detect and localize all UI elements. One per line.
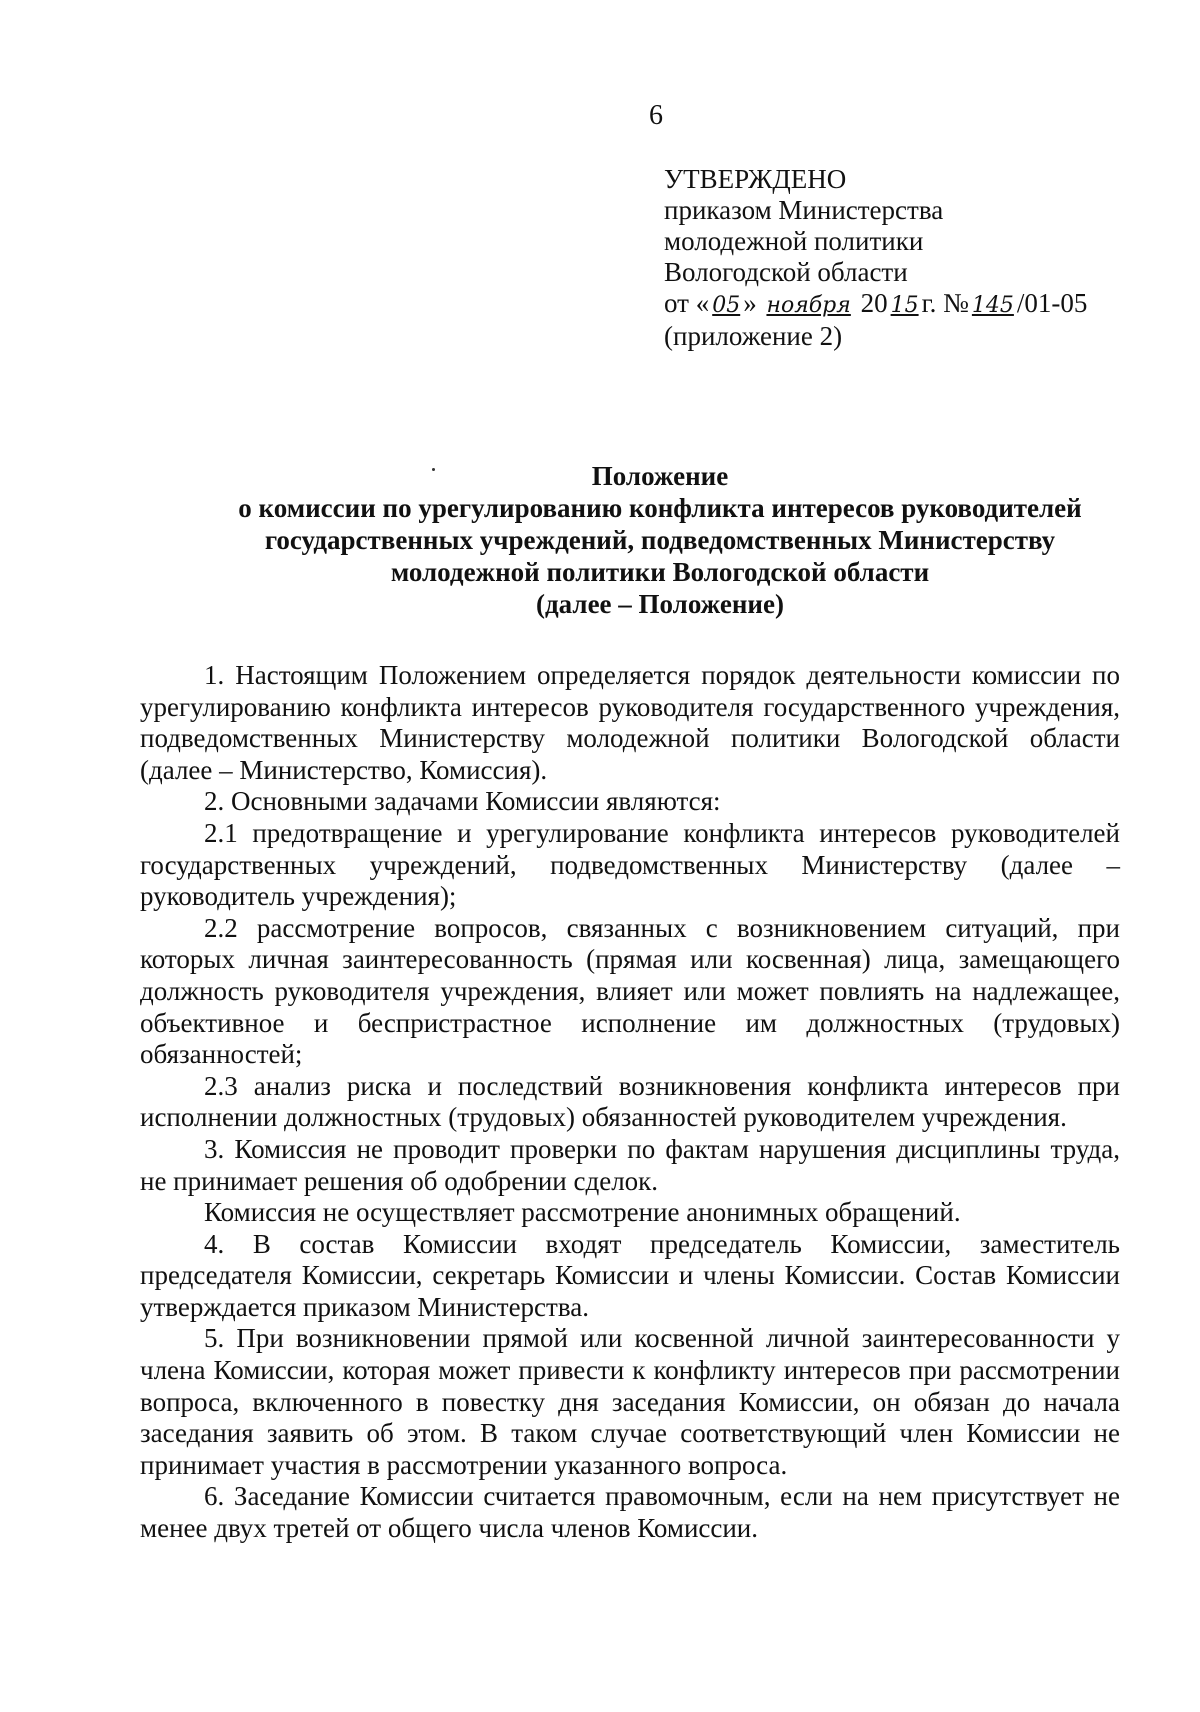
date-prefix: от « [664,288,710,318]
date-mid: » [743,288,757,318]
number-prefix: г. № [921,288,969,318]
paragraph: 6. Заседание Комиссии считается правомочным, если на нем присутствует не менее двух третей от общего числа членов Комиссии. [140,1481,1120,1544]
title-line-4: молодежной политики Вологодской области [390,557,930,587]
paragraph: 2.2 рассмотрение вопросов, связанных с возникновением ситуаций, при которых личная заинтересованность (прямая или косвенная) лица, замещающего должность руководителя учреждения, влияет или может повлиять на надлежащее, объективное и беспристрастное исполнение им должностных (трудовых) обязанностей; [140,912,1120,1070]
paragraph: 2.3 анализ риска и последствий возникновения конфликта интересов при исполнении должностных (трудовых) обязанностей руководителем учреждения. [140,1070,1120,1133]
year-prefix: 20 [860,288,888,318]
paragraph: 5. При возникновении прямой или косвенной личной заинтересованности у члена Комиссии, которая может привести к конфликту интересов при рассмотрении вопроса, включенного в повестку дня заседания Комиссии, он обязан до начала заседания заявить об этом. В таком случае соответствующий член Комиссии не принимает участия в рассмотрении указанного вопроса. [140,1323,1120,1480]
handwritten-day: 05 [712,293,741,318]
title-line-5: (далее – Положение) [536,589,784,619]
approval-date-line [664,288,1087,321]
paragraph: Комиссия не осуществляет рассмотрение анонимных обращений. [204,1197,961,1228]
approval-heading: УТВЕРЖДЕНО [664,164,847,194]
paragraph: 4. В состав Комиссии входят председатель Комиссии, заместитель председателя Комиссии, секретарь Комиссии и члены Комиссии. Состав Комиссии утверждается приказом Министерства. [140,1228,1120,1322]
approval-region-line: Вологодской области [664,257,908,287]
page-number: 6 [649,100,663,131]
title-line-1: Положение [591,461,729,491]
approval-ministry-line: молодежной политики [664,226,924,256]
document-title [140,460,1180,620]
approval-order-line: приказом Министерства [664,195,944,225]
paragraph: 1. Настоящим Положением определяется порядок деятельности комиссии по урегулированию конфликта интересов руководителя государственного учреждения, подведомственных Министерству молодежной политики Вологодской области (далее – Министерство, Комиссия). [140,660,1120,785]
document-body [140,660,1120,1545]
handwritten-month: ноября [766,293,851,318]
handwritten-number: 145 [971,293,1014,318]
title-line-2: о комиссии по урегулированию конфликта интересов руководителей [238,493,1082,523]
number-suffix: /01-05 [1016,288,1088,318]
paragraph: 3. Комиссия не проводит проверки по фактам нарушения дисциплины труда, не принимает решения об одобрении сделок. [140,1133,1120,1196]
handwritten-year: 15 [890,293,919,318]
title-line-3: государственных учреждений, подведомственных Министерству [264,525,1056,555]
paragraph: 2. Основными задачами Комиссии являются: [204,786,721,817]
approval-stamp-block [664,164,1087,352]
paragraph: 2.1 предотвращение и урегулирование конфликта интересов руководителей государственных учреждений, подведомственных Министерству (далее – руководитель учреждения); [140,817,1120,912]
approval-appendix-line: (приложение 2) [664,321,843,351]
